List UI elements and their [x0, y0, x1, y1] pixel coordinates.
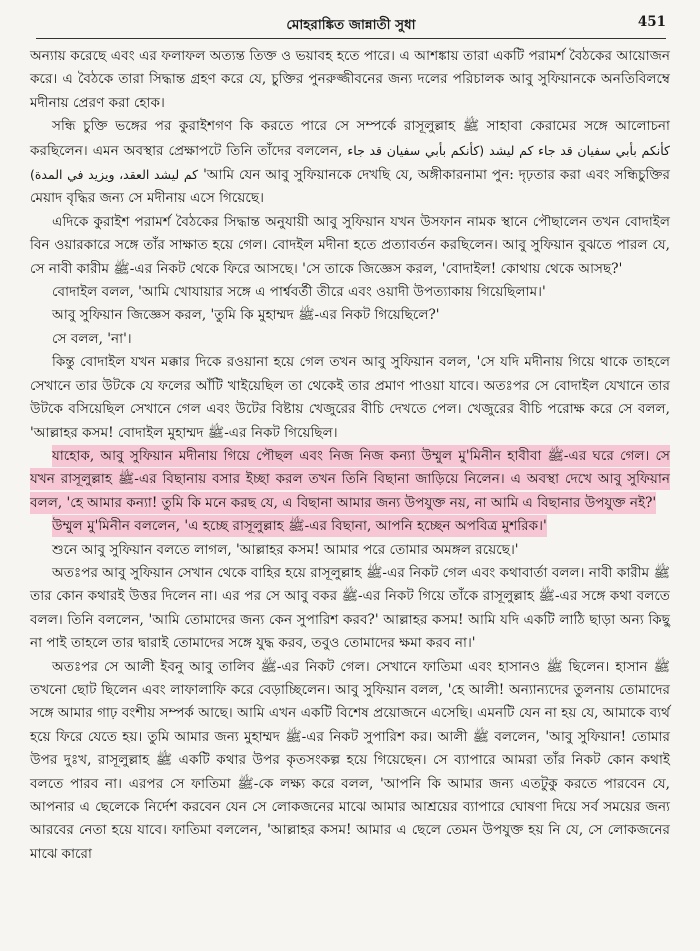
page-number: 451	[637, 14, 666, 30]
paragraph-4: বোদাইল বলল, 'আমি খোযায়ার সঙ্গে এ পার্শ্ববর্তী তীরে এবং ওয়াদী উপত্যাকায় গিয়েছিলাম।'	[52, 284, 546, 301]
paragraph-6: সে বলল, 'না'।	[52, 330, 132, 347]
running-title: মোহরাঙ্কিত জান্নাতী সুধা	[286, 17, 416, 33]
arabic-quote-inline: كأنكم بأبي سفيان قد جاء كم ليشد	[489, 142, 670, 158]
paragraph-12: অতঃপর সে আলী ইবনু আবু তালিব ﷺ-এর নিকট গেল। সেখানে ফাতিমা এবং হাসানও ﷺ ছিলেন। হাসান ﷺ তখনো ছোট ছিলেন এবং লাফালাফি করে বেড়াচ্ছিলেন। আবু সুফিয়ান বলল, 'হে আলী! অন্যান্যদের তুলনায় তোমাদের সঙ্গে আমার গাঢ় বংশীয় সম্পর্ক আছে। আমি এখন একটি বিশেষ প্রয়োজনে এসেছি। এমনটি যেন না হয় যে, আমাকে ব্যর্থ হয়ে ফিরে যেতে হয়। তুমি আমার জন্য মুহাম্মদ ﷺ-এর নিকট সুপারিশ কর। আলী ﷺ বললেন, 'আবু সুফিয়ান! তোমার উপর দুঃখ, রাসূলুল্লাহ ﷺ একটি কথার উপর কৃতসংকল্প হয়ে গিয়েছেন। সে ব্যাপারে আমরা তাঁর নিকট কোন কথাই বলতে পারব না। এরপর সে ফাতিমা ﷺ-কে লক্ষ্য করে বলল, 'আপনি কি আমার জন্য এতটুকু করতে পারবেন যে, আপনার এ ছেলেকে নির্দেশ করবেন যেন সে লোকজনের মাঝে আমার আশ্রয়ের ব্যাপারে ঘোষণা দিয়ে সর্ব সময়ের জন্য আরবের নেতা হয়ে যাবে। ফাতিমা বললেন, 'আল্লাহর কসম! আমার এ ছেলে তেমন উপযুক্ত হয় নি যে, সে লোকজনের মাঝে কারো	[30, 658, 671, 862]
paragraph-7: কিন্তু বোদাইল যখন মক্কার দিকে রওয়ানা হয়ে গেল তখন আবু সুফিয়ান বলল, 'সে যদি মদীনায় গিয়ে থাকে তাহলে সেখানে তার উটকে যে ফলের আঁটি খাইয়েছিল তা থেকেই তার প্রমাণ পাওয়া যাবে। অতঃপর সে বোদাইল যেখানে তার উটকে বসিয়েছিল সেখানে গেল এবং উটের বিষ্টায় খেজুরের বীচি দেখতে পেল। খেজুরের বীচি পরোক্ষ করে সে বলল, 'আল্লাহর কসম! বোদাইল মুহাম্মদ ﷺ-এর নিকট গিয়েছিল।	[30, 354, 670, 441]
paragraph-1: অন্যায় করেছে এবং এর ফলাফল অত্যন্ত তিক্ত ও ভয়াবহ হতে পারে। এ আশঙ্কায় তারা একটি পরামর্শ বৈঠকের আয়োজন করে। এ বৈঠকে তারা সিদ্ধান্ত গ্রহণ করে যে, চুক্তির পুনরুজ্জীবনের জন্য দলের পরিচালক আবু সুফিয়ানকে অনতিবিলম্বে মদীনায় প্রেরণ করা হোক।	[30, 48, 670, 111]
page-header	[36, 8, 666, 39]
paragraph-9-highlighted	[30, 515, 670, 538]
body-text	[30, 45, 670, 866]
paragraph-10: শুনে আবু সুফিয়ান বলতে লাগল, 'আল্লাহর কসম! আমার পরে তোমার অমঙ্গল রয়েছে।'	[52, 541, 519, 558]
highlighted-quote: উম্মুল মু'মিনীন বললেন, 'এ হচ্ছে রাসূলুল্লাহ ﷺ-এর বিছানা, আপনি হচ্ছেন অপবিত্র মুশরিক।'	[52, 518, 547, 535]
paragraph-8-highlighted	[30, 445, 670, 515]
arabic-quote-full: (كأنكم بأبي سفيان قد جاء كم ليشد العقد، ويزيد في المدة)	[30, 142, 485, 183]
paragraph-2	[30, 115, 670, 211]
paragraph-5: আবু সুফিয়ান জিজ্ঞেস করল, 'তুমি কি মুহাম্মদ ﷺ-এর নিকট গিয়েছিলে?'	[52, 307, 440, 324]
paragraph-2-translation: 'আমি যেন আবু সুফিয়ানকে দেখছি যে, অঙ্গীকারনামা পুন: দৃঢ়তার করা এবং সন্ধিচুক্তির মেয়াদ বৃদ্ধির জন্য সে মদীনায় এসে গিয়েছে।	[30, 167, 670, 207]
highlighted-passage: যাহোক, আবু সুফিয়ান মদীনায় গিয়ে পৌছল এবং নিজ নিজ কন্যা উম্মুল মু'মিনীন হাবীবা ﷺ-এর ঘরে গেল। সে যখন রাসূলুল্লাহ ﷺ-এর বিছানায় বসার ইচ্ছা করল তখন তিনি বিছানা জাড়িয়ে নিলেন। এ অবস্থা দেখে আবু সুফিয়ান বলল, 'হে আমার কন্যা! তুমি কি মনে করছ যে, এ বিছানা আমার জন্য উপযুক্ত নয়, না আমি এ বিছানার উপযুক্ত নই?'	[30, 447, 671, 511]
paragraph-2-text: সন্ধি চুক্তি ভঙ্গের পর কুরাইশগণ কি করতে পারে সে সম্পর্কে রাসূলুল্লাহ ﷺ সাহাবা কেরামের সঙ্গে আলোচনা করছিলেন। এমন অবস্থার প্রেক্ষাপটে তিনি তাঁদের বললেন,	[30, 118, 670, 159]
paragraph-3: এদিকে কুরাইশ পরামর্শ বৈঠকের সিদ্ধান্ত অনুযায়ী আবু সুফিয়ান যখন উসফান নামক স্থানে পৌছালেন তখন বোদাইল বিন ওয়ারকারে সঙ্গে তাঁর সাক্ষাত হয়ে গেল। বোদইল মদীনা হতে প্রত্যাবর্তন করছিলেন। আবু সুফিয়ান বুঝতে পারল যে, সে নাবী কারীম ﷺ-এর নিকট থেকে ফিরে আসছে। 'সে তাকে জিজ্ঞেস করল, 'বোদাইল! কোথায় থেকে আসছ?'	[30, 213, 670, 277]
paragraph-11: অতঃপর আবু সুফিয়ান সেখান থেকে বাহির হয়ে রাসূলুল্লাহ ﷺ-এর নিকট গেল এবং কথাবার্তা বলল। নাবী কারীম ﷺ তার কোন কথারই উত্তর দিলেন না। এর পর সে আবু বকর ﷺ-এর নিকট গিয়ে তাঁকে রাসূলুল্লাহ ﷺ-এর সঙ্গে কথা বলতে বলল। তিনি বললেন, 'আমি তোমাদের জন্য কেন সুপারিশ করব?' আল্লাহর কসম! আমি যদি একটি লাঠি ছাড়া অন্য কিছু না পাই তাহলে তার দ্বারাই তোমাদের সঙ্গে যুদ্ধ করব, তবুও তোমাদের ক্ষমা করব না।'	[30, 564, 670, 652]
